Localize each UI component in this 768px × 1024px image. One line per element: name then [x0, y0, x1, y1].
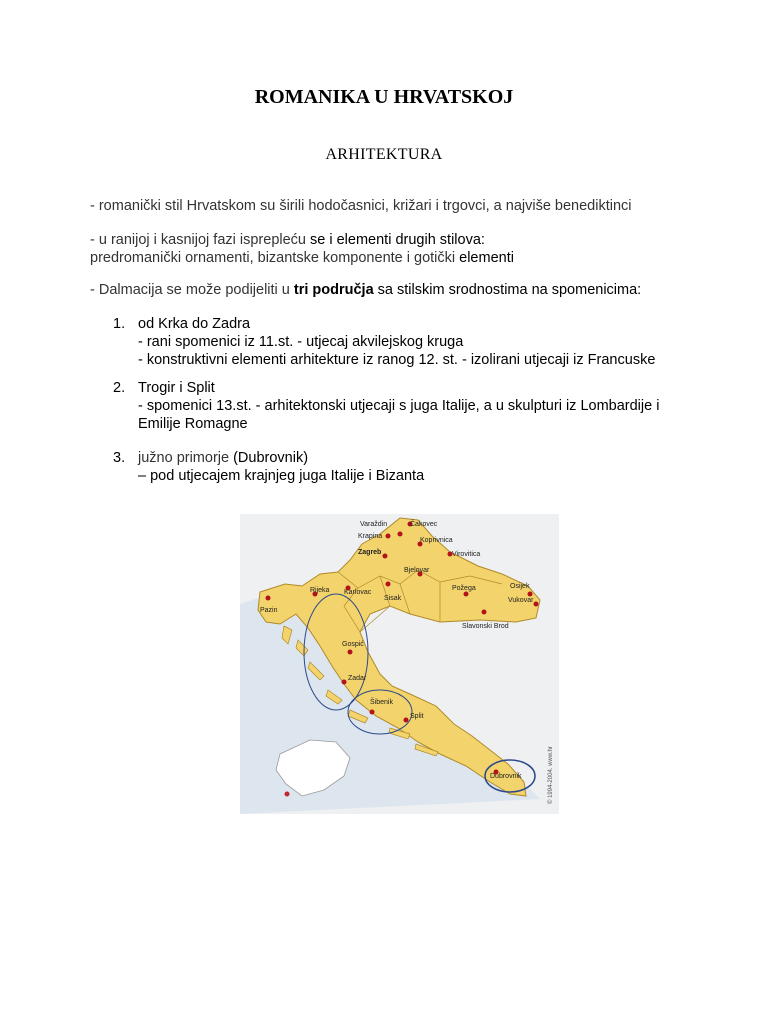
list-item: 3. južno primorje (Dubrovnik) – pod utjecajem krajnjeg juga Italije i Bizanta — [113, 450, 425, 484]
map-label: Gospić — [342, 641, 364, 648]
list-item: 1. od Krka do Zadra - rani spomenici iz 11.st. - utjecaj akvilejskog kruga - konstruktivni elementi arhitekture iz ranog 12. st. - izolirani utjecaji iz Francuske — [113, 316, 656, 368]
map-label: Varaždin — [360, 521, 388, 528]
paragraph-1: - romanički stil Hrvatskom su širili hodočasnici, križari i trgovci, a najviše benediktinci — [90, 198, 632, 214]
croatia-map — [240, 514, 559, 814]
map-label: Šibenik — [370, 699, 393, 706]
list-item: 2. Trogir i Split - spomenici 13.st. - arhitektonski utjecaji s juga Italije, a u skulpturi iz Lombardije i Emilije Romagne — [113, 380, 660, 432]
map-label: Osijek — [510, 583, 530, 590]
map-label: Dubrovnik — [490, 773, 522, 780]
map-label: Pazin — [260, 607, 278, 614]
paragraph-2 — [90, 231, 514, 267]
map-label: Krapina — [358, 533, 383, 540]
paragraph-2-line-2: predromanički ornamenti, bizantske komponente i gotički elementi — [90, 250, 514, 266]
paragraph-2-line-1: - u ranijoj i kasnijoj fazi isprepleću se i elementi drugih stilova: — [90, 232, 485, 248]
map-label: Koprivnica — [420, 537, 453, 544]
map-label: Karlovac — [344, 589, 372, 596]
map-label: Požega — [452, 585, 476, 592]
paragraph-3: - Dalmacija se može podijeliti u tri područja sa stilskim srodnostima na spomenicima: — [90, 282, 642, 298]
map-label: Rijeka — [310, 587, 330, 594]
map-copyright: © 1994-2004. www.hr — [548, 746, 554, 804]
map-label: Zadar — [348, 675, 367, 682]
map-label: Slavonski Brod — [462, 623, 509, 630]
page-title: ROMANIKA U HRVATSKOJ — [254, 86, 514, 108]
map-label: Vukovar — [508, 597, 534, 604]
map-label: Čakovec — [410, 521, 438, 528]
map-label: Split — [410, 713, 424, 720]
map-label: Bjelovar — [404, 567, 430, 574]
map-label: Sisak — [384, 595, 402, 602]
page-subtitle: ARHITEKTURA — [325, 146, 443, 163]
map-label: Zagreb — [358, 549, 382, 556]
map-label: Virovitica — [452, 551, 481, 558]
